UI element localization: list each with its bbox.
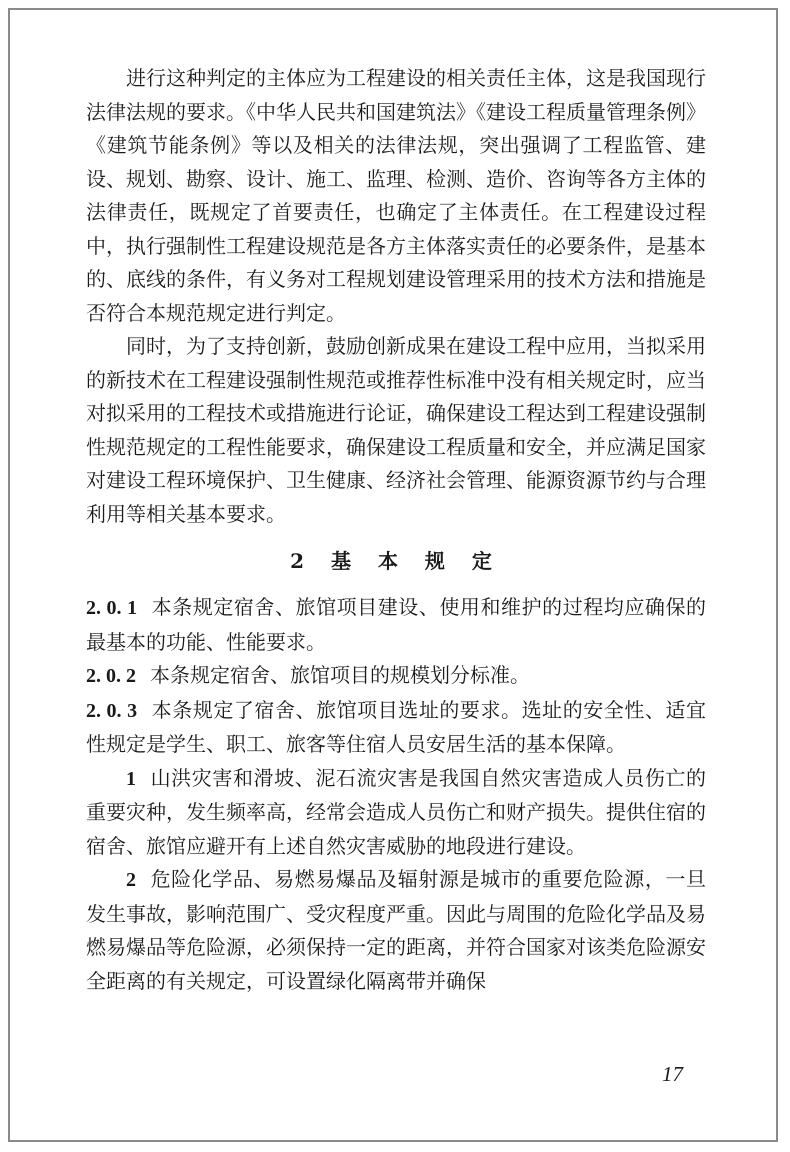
item-number: 1 (126, 767, 136, 790)
list-item-1 (86, 762, 706, 864)
item-text: 山洪灾害和滑坡、泥石流灾害是我国自然灾害造成人员伤亡的重要灾种，发生频率高，经常会造成人员伤亡和财产损失。提供住宿的宿舍、旅馆应避开有上述自然灾害威胁的地段进行建设。 (86, 765, 706, 858)
body-paragraph: 进行这种判定的主体应为工程建设的相关责任主体，这是我国现行法律法规的要求。《中华人民共和国建筑法》《建设工程质量管理条例》《建筑节能条例》等以及相关的法律法规，突出强调了工程监管、建设、规划、勘察、设计、施工、监理、检测、造价、咨询等各方主体的法律责任，既规定了首要责任，也确定了主体责任。在工程建设过程中，执行强制性工程建设规范是各方主体落实责任的必要条件，是基本的、底线的条件，有义务对工程规划建设管理采用的技术方法和措施是否符合本规范规定进行判定。 (86, 66, 706, 325)
clause-text: 本条规定宿舍、旅馆项目建设、使用和维护的过程均应确保的最基本的功能、性能要求。 (86, 595, 707, 654)
clause-number: 2. 0. 3 (86, 699, 138, 722)
list-item-2 (86, 863, 706, 998)
page-number: 17 (662, 1062, 683, 1086)
clause-2-0-3 (86, 694, 706, 762)
clause-number: 2. 0. 2 (86, 665, 136, 687)
clause-text: 本条规定了宿舍、旅馆项目选址的要求。选址的安全性、适宜性规定是学生、职工、旅客等住宿人员安居生活的基本保障。 (86, 697, 707, 756)
item-number: 2 (126, 869, 136, 891)
clause-2-0-2 (86, 659, 706, 694)
body-paragraph: 同时，为了支持创新，鼓励创新成果在建设工程中应用，当拟采用的新技术在工程建设强制性规范或推荐性标准中没有相关规定时，应当对拟采用的工程技术或措施进行论证，确保建设工程达到工程建设强制性规范规定的工程性能要求，确保建设工程质量和安全，并应满足国家对建设工程环境保护、卫生健康、经济社会管理、能源资源节约与合理利用等相关基本要求。 (86, 334, 706, 526)
section-heading: 2 基 本 规 定 (290, 549, 502, 573)
clause-number: 2. 0. 1 (86, 597, 138, 619)
item-text: 危险化学品、易燃易爆品及辐射源是城市的重要危险源，一旦发生事故，影响范围广、受灾程度严重。因此与周围的危险化学品及易燃易爆品等危险源，必须保持一定的距离，并符合国家对该类危险源安全距离的有关规定，可设置绿化隔离带并确保 (86, 867, 706, 993)
clause-2-0-1 (86, 591, 706, 659)
clause-text: 本条规定宿舍、旅馆项目的规模划分标准。 (150, 663, 530, 687)
document-body (86, 62, 706, 998)
